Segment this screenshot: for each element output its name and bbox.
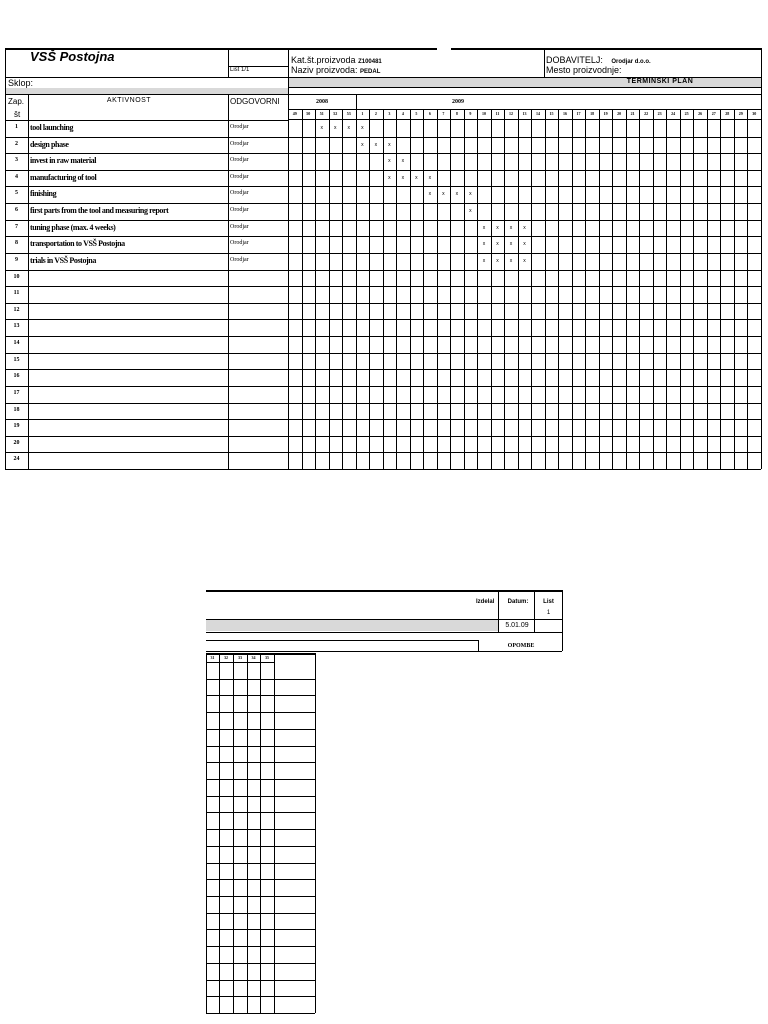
week-col-line [720,109,721,469]
schedule-mark: x [482,241,486,248]
row-number: 12 [13,306,20,313]
schedule-mark: x [509,224,513,231]
week-col-line [545,109,546,469]
page2-row-rule [206,779,315,780]
week-col-line [531,109,532,469]
week-label: 1 [361,111,364,116]
activity-name: tool launching [30,123,74,132]
row-number: 14 [13,340,20,347]
page2-row-rule [206,963,315,964]
page2-row-rule [206,1013,315,1014]
naziv-value: PEDAL [360,69,381,75]
responsible-name: Orodjar [230,190,249,197]
year-2008: 2008 [316,99,328,105]
week-label: 20 [617,111,622,116]
activity-name: finishing [30,189,57,199]
col-zap-header: Zap. [8,97,25,106]
datum-value: 5.01.09 [505,622,529,629]
row-number: 15 [13,356,20,363]
header-rule [288,87,761,88]
schedule-mark: x [428,174,432,181]
page2-rule [206,651,562,652]
page2-row-rule [206,729,315,730]
weeks-top-rule [288,109,761,110]
schedule-mark: x [361,125,364,131]
page2-row-rule [206,796,315,797]
list-label: List [543,599,554,605]
week-col-line [693,109,694,469]
week-label: 28 [725,111,730,116]
row-number: 13 [13,323,20,330]
row-number: 10 [13,273,20,280]
naziv-label: Naziv proizvoda: PEDAL [291,65,381,75]
week-label: 5 [415,111,418,116]
header-divider [544,48,545,77]
year-2009: 2009 [452,99,464,105]
company-name: VSŠ Postojna [30,49,115,64]
week-label: 10 [481,111,486,116]
week-col-line [599,109,600,469]
page2-rule [206,640,478,641]
week-label: 30 [752,111,757,116]
page2-divider [478,640,479,651]
terminski-plan-title: TERMINSKI PLAN [626,78,694,85]
week-label: 19 [603,111,608,116]
schedule-mark: x [388,174,391,181]
week-col-line [518,109,519,469]
col-zap-header-st: št [14,110,21,119]
page2-grid-header-rule [206,662,274,663]
row-number: 20 [13,439,20,446]
week-col-line [612,109,613,469]
week-label: 14 [536,111,540,116]
schedule-mark: x [496,257,499,264]
week-label: 26 [698,111,703,116]
week-col-line [477,109,478,469]
page2-notes-col-line [315,653,316,1013]
schedule-mark: x [523,257,526,264]
week-label: 21 [630,111,635,116]
week-label: 23 [657,111,662,116]
schedule-mark: x [442,191,445,198]
row-number: 8 [15,240,18,247]
activity-name: transportation to VSŠ Postojna [30,239,125,249]
sheet-number: List 1/1 [230,67,250,73]
mesto-label: Mesto proizvodnje: [546,65,622,75]
week-label: 31 [210,655,215,660]
week-col-line [450,109,451,469]
schedule-mark: x [361,141,364,148]
schedule-mark: x [496,241,499,248]
week-col-line [585,109,586,469]
col-aktivnost-header: AKTIVNOST [106,97,152,104]
dobavitelj-label: DOBAVITELJ: Orodjar d.o.o. [546,55,651,65]
page2-week-col-line [247,653,248,1013]
responsible-name: Orodjar [230,124,249,130]
week-col-line [302,109,303,469]
page2-week-col-line [219,653,220,1013]
schedule-mark: x [374,141,378,148]
schedule-mark: x [469,191,472,198]
schedule-mark: x [482,224,486,231]
responsible-name: Orodjar [230,140,249,147]
page2-row-rule [206,929,315,930]
page2-week-col-line [206,653,207,1013]
week-label: 6 [428,111,431,116]
week-col-line [464,109,465,469]
week-label: 53 [346,111,351,116]
week-label: 52 [333,111,338,116]
datum-label: Datum: [507,599,529,605]
row-number: 24 [13,456,20,463]
schedule-mark: x [482,257,486,264]
izdelal-label: Izdelal [476,599,495,605]
list-value: 1 [546,610,551,616]
schedule-mark: x [496,224,499,231]
week-col-line [761,109,762,469]
week-col-line [626,109,627,469]
week-col-line [639,109,640,469]
week-col-line [572,109,573,469]
week-col-line [504,109,505,469]
row-number: 16 [13,373,20,380]
schedule-mark: x [455,191,459,198]
schedule-mark: x [401,174,405,181]
week-label: 32 [224,655,228,660]
week-label: 8 [455,111,458,116]
page2-row-rule [206,913,315,914]
week-col-line [491,109,492,469]
page2-row-rule [206,946,315,947]
week-col-line [666,109,667,469]
row-number: 5 [15,190,18,197]
schedule-mark: x [401,158,405,165]
schedule-mark: x [320,125,324,131]
week-label: 18 [590,111,595,116]
page2-row-rule [206,829,315,830]
row-number: 6 [15,207,18,214]
opombe-header: OPOMBE [507,643,535,649]
responsible-name: Orodjar [230,256,249,263]
week-col-line [329,109,330,469]
week-col-line [558,109,559,469]
row-number: 4 [15,173,18,180]
week-col-line [288,109,289,469]
week-col-line [707,109,708,469]
page2-divider [562,590,563,651]
responsible-name: Orodjar [230,207,249,214]
activity-name: first parts from the tool and measuring report [30,206,169,216]
week-label: 25 [684,111,689,116]
week-label: 4 [401,111,404,116]
row-number: 3 [15,157,18,164]
row-number: 19 [13,423,20,430]
activity-name: manufacturing of tool [30,172,97,182]
week-col-line [653,109,654,469]
row-number: 7 [15,223,18,230]
col-divider-activity [228,94,229,469]
page2-row-rule [206,879,315,880]
schedule-mark: x [509,241,513,248]
row-number: 1 [15,124,18,130]
header-top-rule [451,48,761,50]
week-label: 24 [671,111,676,116]
week-label: 49 [292,111,297,116]
week-label: 50 [306,111,311,116]
page2-row-rule [206,679,315,680]
schedule-mark: x [388,158,391,165]
schedule-mark: x [428,191,432,198]
page2-week-col-line [260,653,261,1013]
activity-name: tuning phase (max. 4 weeks) [30,222,116,232]
col-divider-no [28,94,29,469]
page2-row-rule [206,996,315,997]
week-label: 34 [251,655,256,660]
schedule-mark: x [415,174,418,181]
responsible-name: Orodjar [230,223,249,230]
page2-divider [534,590,535,632]
page2-row-rule [206,863,315,864]
sklop-label: Sklop: [8,78,34,88]
row-number: 18 [13,406,20,413]
kat-label: Kat.št.proizvoda Z100481 [291,55,382,65]
page2-row-rule [206,695,315,696]
week-col-line [734,109,735,469]
week-col-line [410,109,411,469]
col-odgovorni-header: ODGOVORNI [230,97,280,106]
page2-row-rule [206,896,315,897]
row-rule [5,469,761,470]
week-col-line [356,109,357,469]
page2-row-rule [206,712,315,713]
responsible-name: Orodjar [230,173,249,180]
week-label: 12 [508,111,513,116]
page2-shade-band [206,620,498,631]
week-label: 17 [576,111,581,116]
page2-week-col-line [274,653,275,1013]
kat-value: Z100481 [358,59,382,65]
schedule-mark: x [523,224,526,231]
week-label: 16 [563,111,568,116]
week-label: 7 [442,111,445,116]
week-col-line [423,109,424,469]
schedule-mark: x [523,241,526,248]
page2-rule [206,632,562,633]
schedule-mark: x [469,208,472,215]
schedule-mark: x [509,257,513,264]
week-label: 11 [495,111,500,116]
row-rule [5,120,288,121]
schedule-mark: x [347,125,351,131]
week-label: 13 [522,111,527,116]
week-label: 9 [469,111,472,116]
weeks-bottom-rule [288,119,761,120]
week-label: 3 [388,111,391,116]
page2-top-rule [206,590,562,592]
responsible-name: Orodjar [230,240,249,247]
page2-row-rule [206,812,315,813]
row-number: 17 [13,389,20,396]
responsible-name: Orodjar [230,157,249,164]
week-label: 35 [265,655,269,660]
schedule-mark: x [334,125,337,131]
header-rule [5,94,761,95]
page2-row-rule [206,762,315,763]
page2-divider [498,590,499,632]
week-label: 33 [238,655,242,660]
week-col-line [437,109,438,469]
page2-row-rule [206,846,315,847]
year-divider [356,94,357,109]
week-col-line [315,109,316,469]
activity-name: invest in raw material [30,156,97,166]
activity-name: trials in VSŠ Postojna [30,255,96,265]
schedule-mark: x [388,141,391,148]
dobavitelj-value: Orodjar d.o.o. [611,59,651,65]
page2-row-rule [206,980,315,981]
row-number: 9 [15,256,18,263]
week-label: 22 [644,111,649,116]
week-col-line [369,109,370,469]
week-col-line [680,109,681,469]
week-label: 27 [711,111,716,116]
header-divider [228,48,229,77]
page2-week-col-line [233,653,234,1013]
row-number: 11 [13,290,20,297]
row-number: 2 [15,140,18,147]
week-col-line [747,109,748,469]
activity-name: design phase [30,139,69,149]
page2-row-rule [206,746,315,747]
week-label: 51 [319,111,324,116]
week-label: 2 [374,111,377,116]
week-label: 29 [738,111,743,116]
week-label: 15 [549,111,554,116]
week-col-line [342,109,343,469]
